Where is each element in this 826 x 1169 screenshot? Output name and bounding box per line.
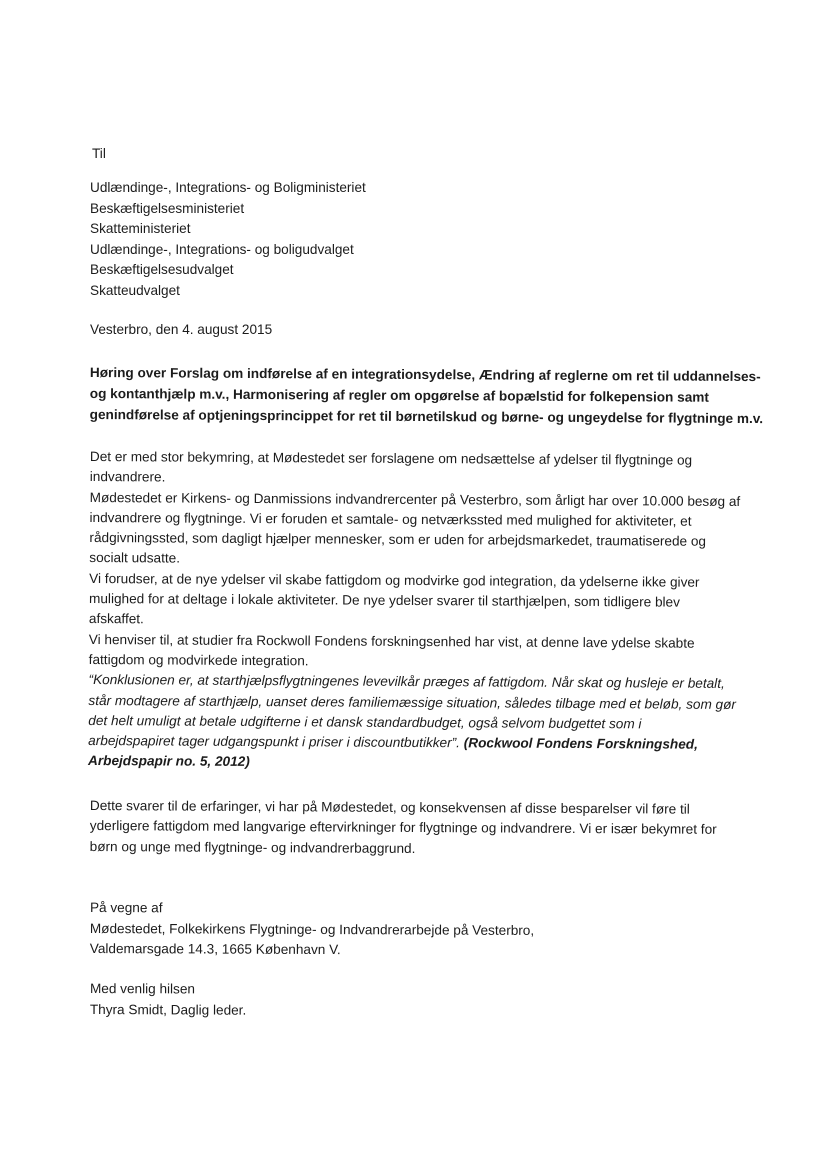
- body-line: indvandrere og flygtninge. Vi er foruden et samtale- og netværkssted med mulighed for aktiviteter, et: [89, 509, 692, 529]
- body-paragraph: [88, 447, 790, 776]
- recipient: Udlændinge-, Integrations- og boligudvalget: [90, 241, 354, 257]
- recipient: Skatteministeriet: [90, 221, 191, 236]
- quote-line: det helt umuligt at betale udgifterne i et dansk standardbudget, også selvom budgettet som i: [88, 712, 642, 732]
- subject-line: Høring over Forslag om indførelse af en integrationsydelse, Ændring af reglerne om ret til uddannelses-: [89, 364, 761, 385]
- body-line: mulighed for at deltage i lokale aktiviteter. De nye ydelser svarer til starthjælpen, som tidligere blev: [89, 591, 680, 610]
- body-line: Det er med stor bekymring, at Mødestedet ser forslagene om nedsættelse af ydelser til flygtninge og: [89, 448, 693, 468]
- conclusion-paragraph: [90, 796, 790, 861]
- body-line: indvandrere.: [89, 469, 166, 485]
- greeting-line: Med venlig hilsen: [89, 981, 196, 997]
- conclusion-line: Dette svarer til de erfaringer, vi har på Mødestedet, og konsekvensen af disse besparelser vil føre til: [89, 797, 690, 817]
- subject-line: genindførelse af optjeningsprincippet for ret til børnetilskud og børne- og ungeydelse for flygtninge m.v.: [89, 406, 764, 427]
- subject-heading: [90, 362, 770, 429]
- body-line: Vi forudser, at de nye ydelser vil skabe fattigdom og modvirke god integration, da ydelserne ikke giver: [89, 570, 700, 590]
- body-line: Mødestedet er Kirkens- og Danmissions indvandrercenter på Vesterbro, som årligt har over 10.000 besøg af: [89, 489, 741, 509]
- body-line: socialt udsatte.: [89, 550, 181, 567]
- quote-text: arbejdspapiret tager udgangspunkt i priser i discountbutikker”.: [88, 733, 461, 751]
- recipient: Skatteudvalget: [90, 282, 180, 298]
- quote-source: (Rockwool Fondens Forskningshed,: [459, 735, 698, 752]
- conclusion-line: børn og unge med flygtninge- og indvandrerbaggrund.: [89, 838, 416, 856]
- signoff-block: [90, 898, 535, 961]
- subject-line: og kontanthjælp m.v., Harmonisering af regler om opgørelse af bopælstid for folkepension samt: [89, 385, 709, 405]
- body-line: Vi henviser til, at studier fra Rockwoll Fondens forskningsenhed har vist, at denne lave ydelse skabte: [88, 631, 695, 651]
- body-line: fattigdom og modvirkede integration.: [88, 651, 309, 669]
- signoff-line: Mødestedet, Folkekirkens Flygtninge- og Indvandrerarbejde på Vesterbro,: [89, 920, 535, 938]
- recipient: Udlændinge-, Integrations- og Boligministeriet: [90, 180, 366, 195]
- conclusion-line: yderligere fattigdom med langvarige eftervirkninger for flygtninge og indvandrere. Vi er især bekymret for: [89, 818, 717, 838]
- signoff-line: Valdemarsgade 14.3, 1665 København V.: [89, 940, 341, 958]
- signoff-line: På vegne af: [89, 900, 163, 916]
- body-line: afskaffet.: [88, 611, 144, 627]
- recipient: Beskæftigelsesministeriet: [90, 200, 245, 216]
- recipient: Beskæftigelsesudvalget: [90, 262, 234, 277]
- to-label: Til: [92, 146, 106, 161]
- recipient-list: [90, 178, 366, 301]
- greeting-block: [90, 979, 247, 1021]
- date-line: Vesterbro, den 4. august 2015: [90, 322, 273, 337]
- signature-line: Thyra Smidt, Daglig leder.: [89, 1001, 247, 1018]
- quote-source-continued: Arbejdspapir no. 5, 2012): [88, 753, 250, 770]
- quote-line: “Konklusionen er, at starthjælpsflygtningenes levevilkår præges af fattigdom. Når skat og husleje er betalt,: [88, 672, 725, 692]
- quote-line: står modtagere af starthjælp, uanset deres familiemæssige situation, således tilbage med et beløb, som gør: [88, 692, 737, 712]
- body-line: rådgivningssted, som dagligt hjælper mennesker, som er uden for arbejdsmarkedet, traumatiserede og: [89, 530, 707, 549]
